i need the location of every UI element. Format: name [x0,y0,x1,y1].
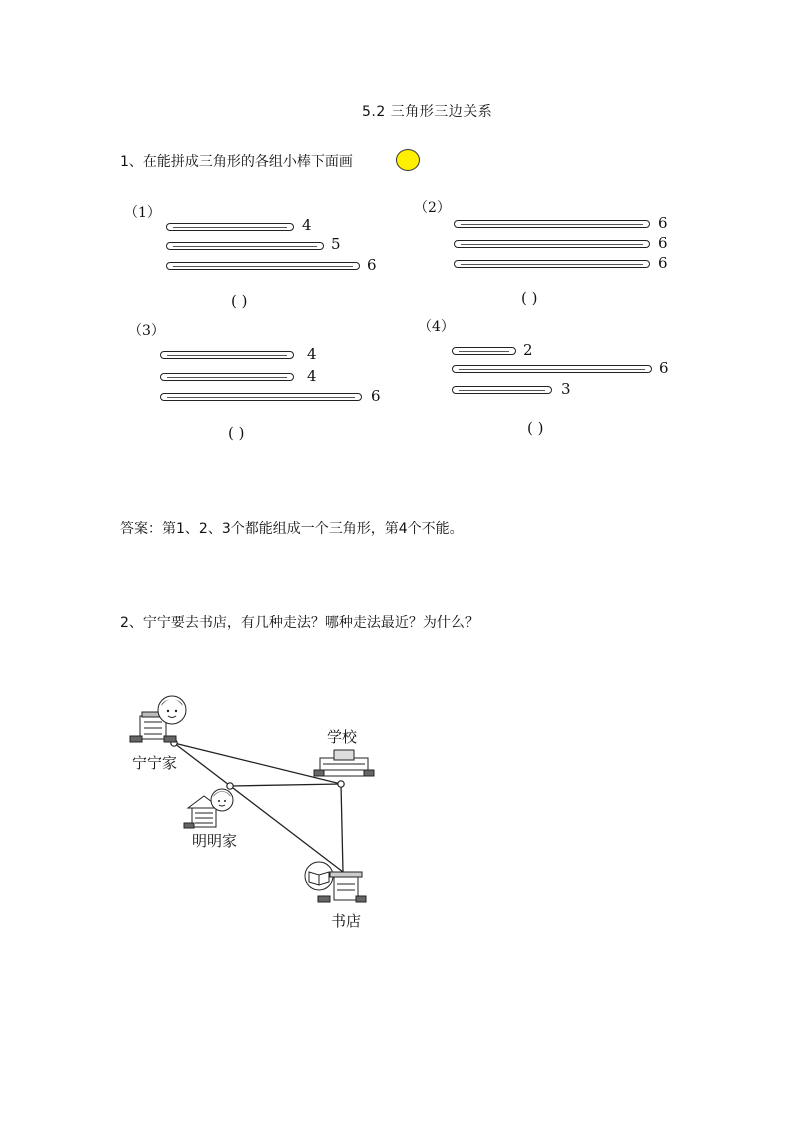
route-home-to-school [174,743,341,784]
answer-blank[interactable]: ( ) [527,419,544,437]
label-bookstore: 书店 [331,912,362,930]
stick-length: 6 [658,234,668,252]
stick-length: 6 [367,256,377,274]
group-label: （2） [414,200,451,216]
ningning-face-icon [158,696,186,724]
stick-length: 6 [658,214,668,232]
stick-length: 4 [307,345,317,363]
label-mingming-home: 明明家 [192,832,238,850]
route-school-to-bookstore [341,784,343,872]
answer-blank[interactable]: ( ) [228,424,245,442]
stick-length: 5 [331,235,341,253]
answer-blank[interactable]: ( ) [521,289,538,307]
group-label: （4） [418,319,455,335]
stick-length: 6 [658,254,668,272]
school-building-icon [314,750,374,776]
bookstore-book-icon [305,862,333,890]
page-title: 5.2 三角形三边关系 [362,104,493,120]
stick-length: 6 [659,359,669,377]
label-school: 学校 [327,728,358,746]
group-label: （1） [124,205,161,221]
stick-length: 2 [523,341,533,359]
stick-length: 6 [371,387,381,405]
stick-length: 4 [302,216,312,234]
question-1-text: 1、在能拼成三角形的各组小棒下面画 [120,154,353,170]
stick-length: 4 [307,367,317,385]
mingming-face-icon [211,789,233,811]
group-label: （3） [128,323,165,339]
answer-blank[interactable]: ( ) [231,292,248,310]
question-2-text: 2、宁宁要去书店，有几种走法？哪种走法最近？为什么？ [120,615,479,631]
node-mingming-home [227,783,233,789]
label-ningning-home: 宁宁家 [132,754,178,772]
stick-length: 3 [561,380,571,398]
answer-text: 答案：第1、2、3个都能组成一个三角形，第4个不能。 [120,521,464,537]
route-mingming-to-school [230,784,341,786]
node-school [338,781,344,787]
